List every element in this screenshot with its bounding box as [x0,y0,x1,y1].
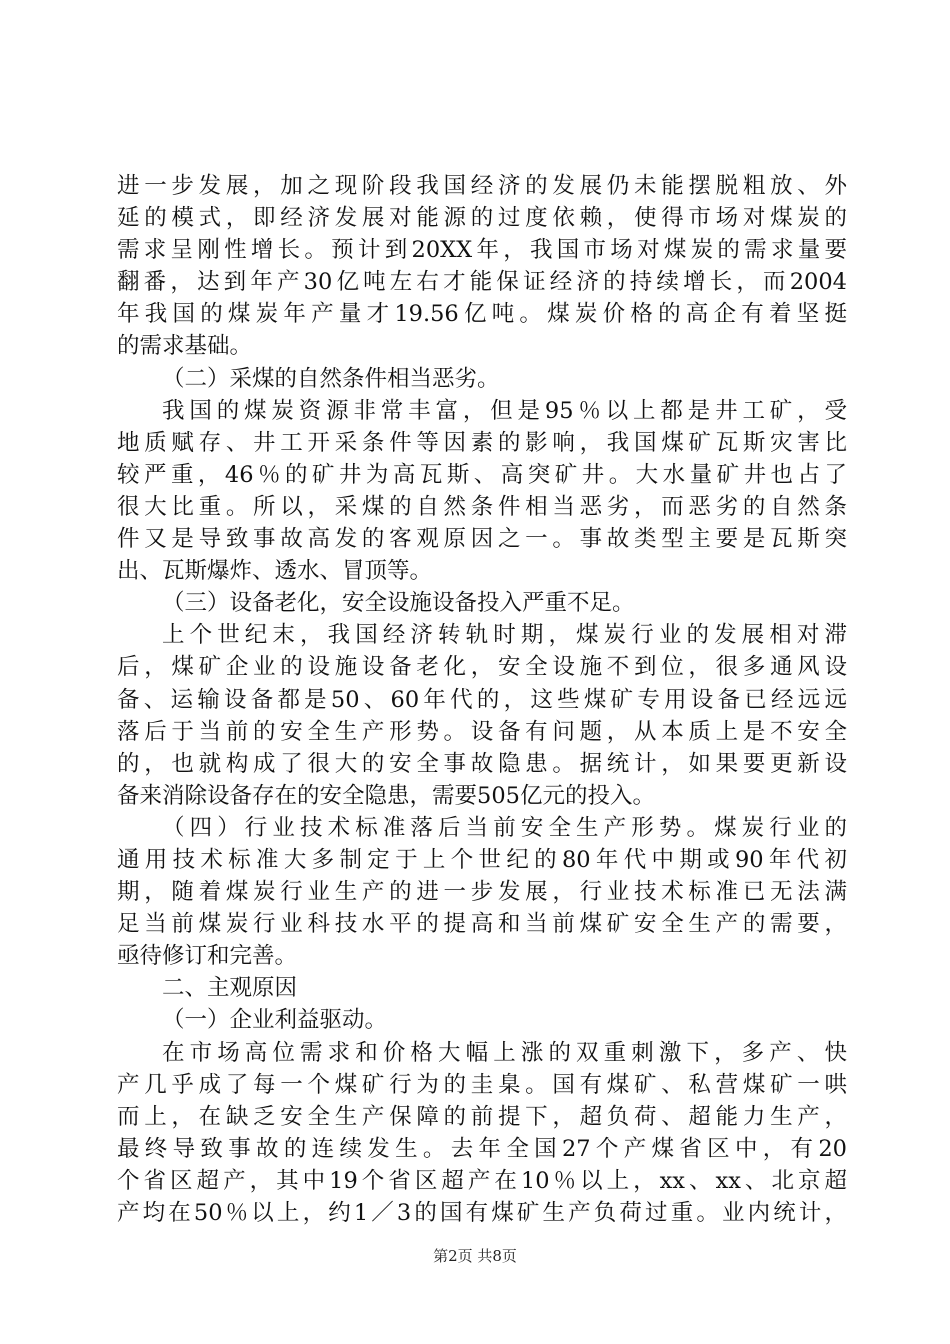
text-line: 年我国的煤炭年产量才19.56亿吨。煤炭价格的高企有着坚挺 [117,301,847,328]
text-line: 延的模式，即经济发展对能源的过度依赖，使得市场对煤炭的 [117,205,847,232]
text-line: 期，随着煤炭行业生产的进一步发展，行业技术标准已无法满 [117,879,847,906]
text-line: 最终导致事故的连续发生。去年全国27个产煤省区中，有20 [117,1135,847,1162]
text-line: 产几乎成了每一个煤矿行为的圭臬。国有煤矿、私营煤矿一哄 [117,1071,847,1098]
text-line: 的需求基础。 [117,333,253,360]
text-line: 备、运输设备都是50、60年代的，这些煤矿专用设备已经远远 [117,686,847,713]
text-line: 件又是导致事故高发的客观原因之一。事故类型主要是瓦斯突 [117,526,847,553]
text-line: 上个世纪末，我国经济转轨时期，煤炭行业的发展相对滞 [162,622,847,649]
text-line: 在市场高位需求和价格大幅上涨的双重刺激下，多产、快 [162,1039,847,1066]
text-line: 翻番，达到年产30亿吨左右才能保证经济的持续增长，而2004 [117,269,847,296]
text-line: （二）采煤的自然条件相当恶劣。 [162,365,500,392]
text-line: 进一步发展，加之现阶段我国经济的发展仍未能摆脱粗放、外 [117,173,847,199]
text-line: 地质赋存、井工开采条件等因素的影响，我国煤矿瓦斯灾害比 [117,429,847,456]
text-line: （四）行业技术标准落后当前安全生产形势。煤炭行业的 [162,814,847,841]
text-line: 较严重，46％的矿井为高瓦斯、高突矿井。大水量矿井也占了 [117,461,847,488]
text-line: 需求呈刚性增长。预计到20XX年，我国市场对煤炭的需求量要 [117,237,847,264]
document-body [117,170,847,1229]
text-line: （一）企业利益驱动。 [162,1007,388,1034]
text-line: 我国的煤炭资源非常丰富，但是95％以上都是井工矿，受 [162,397,847,424]
text-line: 落后于当前的安全生产形势。设备有问题，从本质上是不安全 [117,718,847,745]
text-line: （三）设备老化，安全设施设备投入严重不足。 [162,590,635,617]
text-line: 二、主观原因 [162,975,298,1002]
text-line: 个省区超产，其中19个省区超产在10％以上，xx、xx、北京超 [117,1167,847,1194]
text-line: 很大比重。所以，采煤的自然条件相当恶劣，而恶劣的自然条 [117,493,847,520]
text-line: 备来消除设备存在的安全隐患，需要505亿元的投入。 [117,782,655,809]
text-line: 而上，在缺乏安全生产保障的前提下，超负荷、超能力生产， [117,1103,847,1130]
text-line: 出、瓦斯爆炸、透水、冒顶等。 [117,558,433,585]
text-line: 后，煤矿企业的设施设备老化，安全设施不到位，很多通风设 [117,654,847,681]
text-line: 亟待修订和完善。 [117,943,298,970]
page-footer: 第2页 共8页 [433,1247,517,1265]
text-line: 通用技术标准大多制定于上个世纪的80年代中期或90年代初 [117,846,847,873]
text-line: 产均在50％以上，约1／3的国有煤矿生产负荷过重。业内统计， [117,1200,847,1226]
text-line: 的，也就构成了很大的安全事故隐患。据统计，如果要更新设 [117,750,847,777]
text-line: 足当前煤炭行业科技水平的提高和当前煤矿安全生产的需要， [117,911,847,938]
